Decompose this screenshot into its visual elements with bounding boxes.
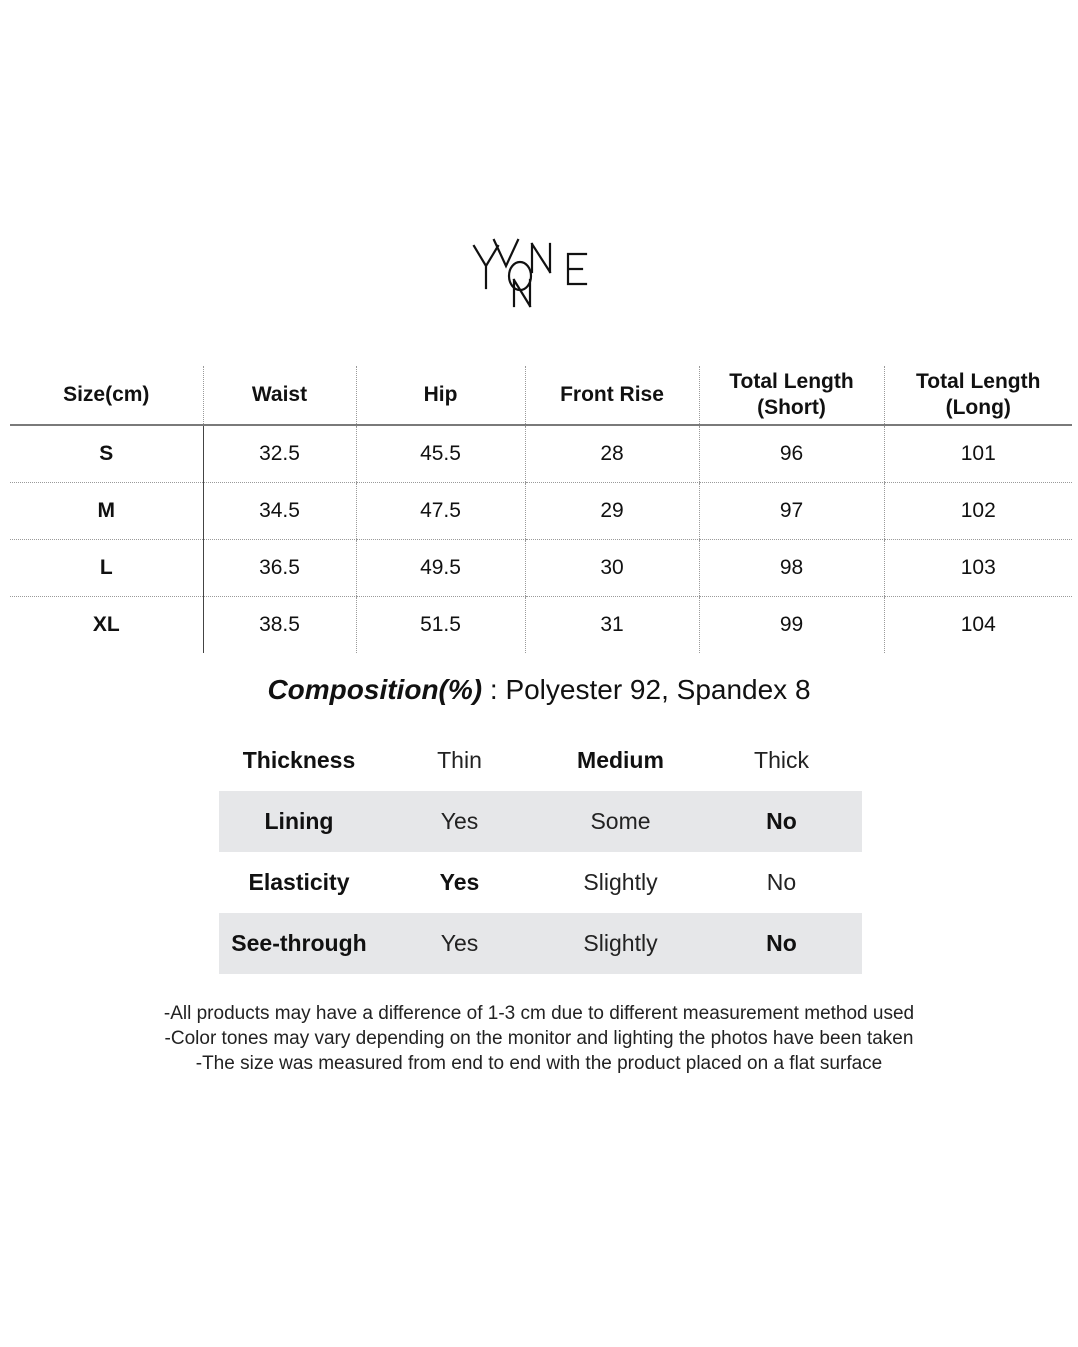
header-front-rise: Front Rise (525, 366, 699, 425)
attribute-option: Yes (439, 869, 480, 895)
size-label: M (10, 483, 203, 540)
composition-label: Composition(%) (267, 674, 483, 705)
size-label: L (10, 540, 203, 597)
fabric-attributes-table (219, 730, 862, 974)
attribute-name: Elasticity (248, 869, 350, 895)
note-line: -All products may have a difference of 1-3 cm due to different measurement method used (163, 1003, 915, 1024)
header-hip: Hip (356, 366, 525, 425)
note-line: -The size was measured from end to end with the product placed on a flat surface (195, 1053, 883, 1074)
attribute-row-elasticity (219, 852, 862, 913)
hip-value: 51.5 (356, 597, 525, 654)
front-rise-value: 29 (525, 483, 699, 540)
attribute-option: No (701, 913, 862, 974)
total-length-long-value: 104 (884, 597, 1072, 654)
header-waist: Waist (203, 366, 356, 425)
attribute-option: Yes (379, 791, 540, 852)
composition-value: Polyester 92, Spandex 8 (505, 674, 811, 705)
table-row (10, 597, 1072, 654)
attribute-name: See-through (219, 913, 379, 974)
attribute-row-see-through (219, 913, 862, 974)
total-length-long-value: 103 (884, 540, 1072, 597)
table-row (10, 483, 1072, 540)
attribute-name: Thickness (242, 747, 356, 773)
attribute-option: Yes (379, 913, 540, 974)
hip-value: 47.5 (356, 483, 525, 540)
table-row (10, 425, 1072, 483)
front-rise-value: 28 (525, 425, 699, 483)
size-chart-table (10, 366, 1072, 653)
attribute-name: Lining (219, 791, 379, 852)
attribute-option: Medium (577, 747, 664, 773)
front-rise-value: 31 (525, 597, 699, 654)
waist-value: 34.5 (203, 483, 356, 540)
size-chart-header-row (10, 366, 1072, 425)
attribute-option: No (701, 791, 862, 852)
total-length-short-value: 98 (699, 540, 884, 597)
front-rise-value: 30 (525, 540, 699, 597)
attribute-option: Thin (437, 747, 482, 773)
total-length-long-value: 102 (884, 483, 1072, 540)
header-total-length-long: Total Length (Long) (884, 366, 1072, 425)
yvonne-monogram-logo (470, 232, 590, 310)
attribute-option: No (766, 869, 797, 895)
header-total-length-short: Total Length (Short) (699, 366, 884, 425)
composition-separator: : (482, 674, 506, 705)
attribute-row-thickness (219, 730, 862, 791)
hip-value: 49.5 (356, 540, 525, 597)
total-length-short-value: 96 (699, 425, 884, 483)
attribute-option: Some (540, 791, 701, 852)
attribute-option: Thick (754, 747, 809, 773)
header-size: Size(cm) (10, 366, 203, 425)
note-line: -Color tones may vary depending on the monitor and lighting the photos have been taken (164, 1028, 914, 1049)
total-length-short-value: 99 (699, 597, 884, 654)
composition-line (0, 672, 1078, 708)
waist-value: 38.5 (259, 613, 300, 636)
size-label: S (10, 425, 203, 483)
total-length-long-value: 101 (884, 425, 1072, 483)
attribute-option: Slightly (540, 913, 701, 974)
waist-value: 36.5 (203, 540, 356, 597)
attribute-option: Slightly (583, 869, 658, 895)
table-row (10, 540, 1072, 597)
waist-value: 32.5 (203, 425, 356, 483)
disclaimer-notes (0, 1001, 1078, 1076)
total-length-short-value: 97 (699, 483, 884, 540)
attribute-row-lining (219, 791, 862, 852)
hip-value: 45.5 (356, 425, 525, 483)
size-label: XL (10, 597, 203, 654)
